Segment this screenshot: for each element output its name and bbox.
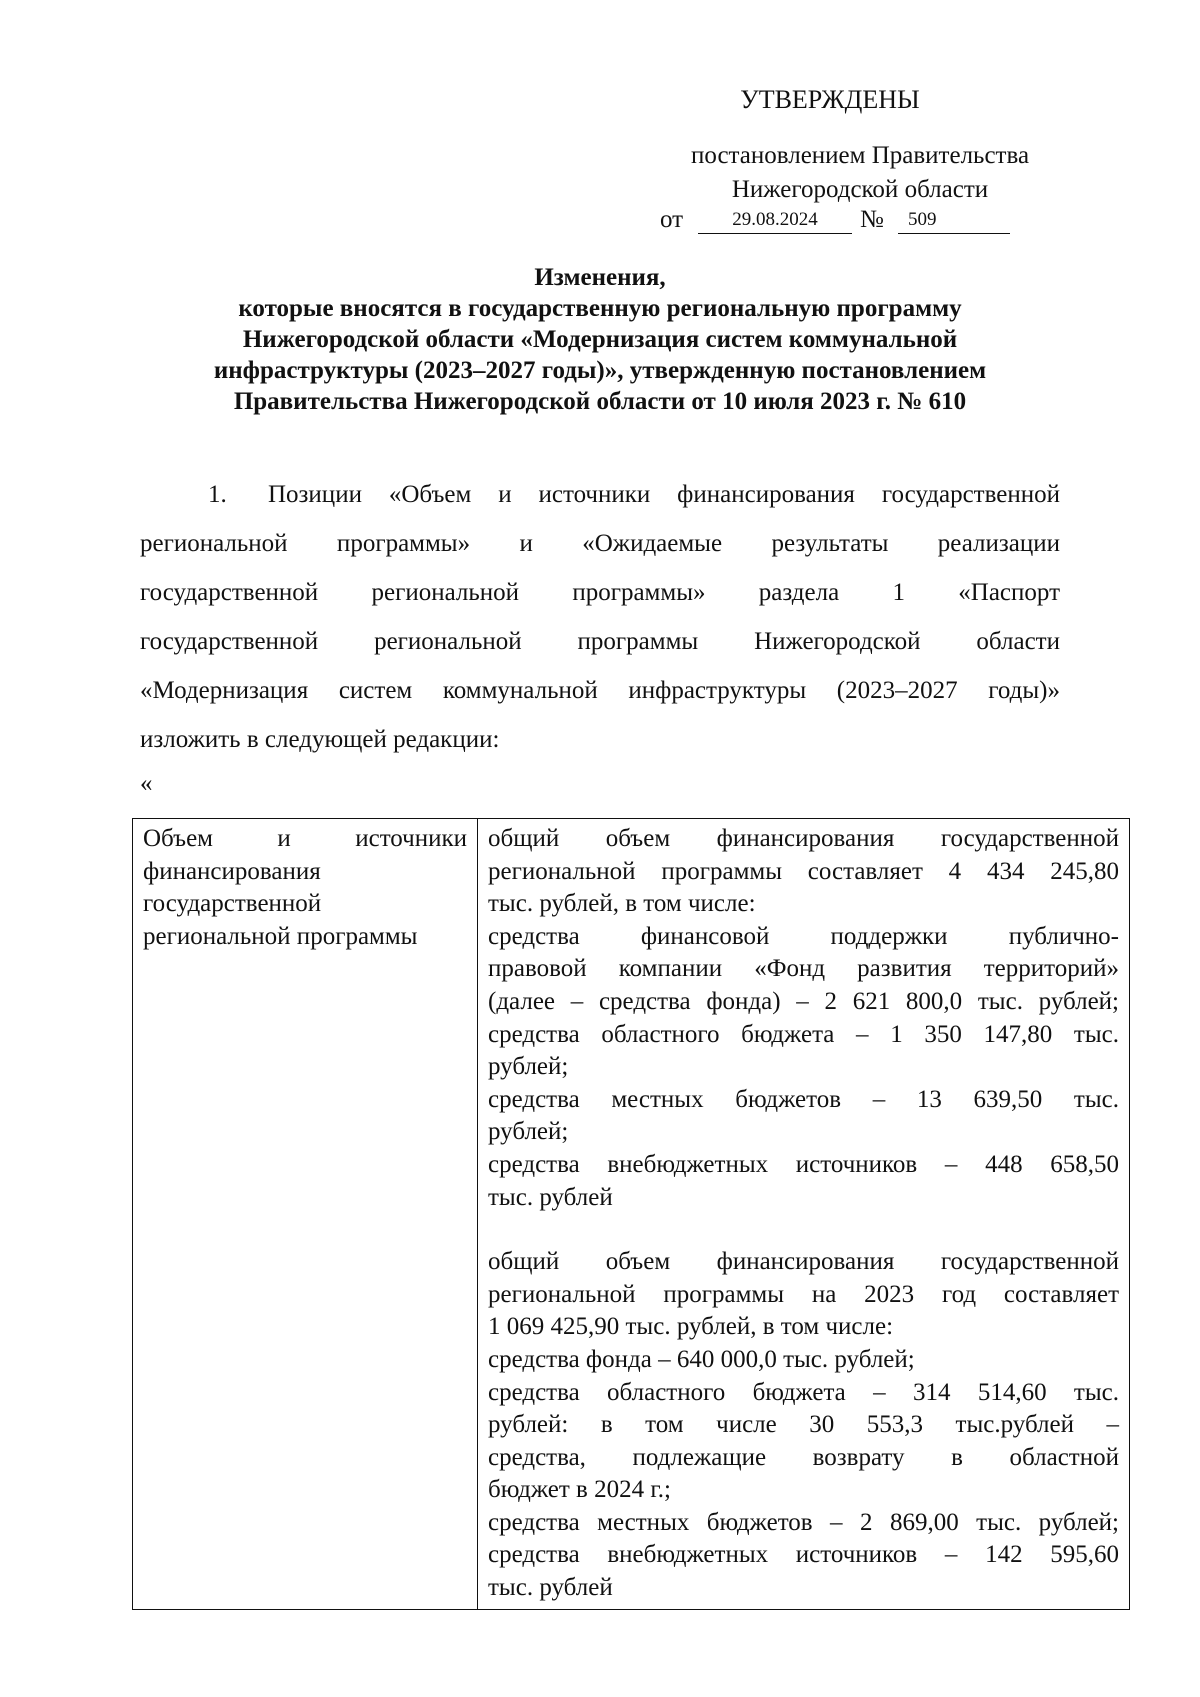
approval-date: 29.08.2024 — [698, 207, 852, 234]
paragraph-line-1-text: Позиции «Объем и источники финансирования государственной — [268, 481, 1060, 508]
approval-number-line — [660, 203, 1080, 237]
paragraph-line-4: государственной региональной программы Нижегородской области — [140, 628, 1060, 655]
title-line-1: Изменения, — [534, 264, 666, 291]
approval-line-1: постановлением Правительства — [690, 142, 1030, 169]
total-line: (далее – средства фонда) – 2 621 800,0 тыс. рублей; — [488, 987, 1119, 1015]
opening-quote: « — [140, 770, 153, 797]
y2023-line: региональной программы на 2023 год составляет — [488, 1280, 1119, 1308]
total-line: рублей; — [488, 1053, 569, 1081]
passport-table — [132, 818, 1130, 1610]
number-label: № — [860, 206, 884, 233]
y2023-line: средства внебюджетных источников – 142 595,60 — [488, 1541, 1119, 1569]
block-gap — [488, 1214, 1119, 1246]
y2023-line: рублей: в том числе 30 553,3 тыс.рублей – — [488, 1411, 1119, 1439]
total-line: правовой компании «Фонд развития территорий» — [488, 955, 1119, 983]
y2023-line: средства фонда – 640 000,0 тыс. рублей; — [488, 1345, 915, 1373]
total-funding-block — [488, 823, 1119, 1214]
approval-heading: УТВЕРЖДЕНЫ — [740, 85, 920, 114]
total-line: средства внебюджетных источников – 448 658,50 — [488, 1150, 1119, 1178]
paragraph-1 — [140, 470, 1060, 764]
paragraph-line-2: региональной программы» и «Ожидаемые результаты реализации — [140, 530, 1060, 557]
row-label-cell — [133, 819, 478, 1610]
paragraph-line-6: изложить в следующей редакции: — [140, 726, 500, 753]
y2023-line: тыс. рублей — [488, 1574, 613, 1602]
title-line-4: инфраструктуры (2023–2027 годы)», утвержденную постановлением — [213, 357, 987, 384]
approval-block — [640, 83, 1080, 233]
approval-number: 509 — [898, 207, 1010, 234]
y2023-line: средства областного бюджета – 314 514,60 тыс. — [488, 1378, 1119, 1406]
document-title — [140, 262, 1060, 417]
total-line: рублей; — [488, 1118, 569, 1146]
total-line: региональной программы составляет 4 434 245,80 — [488, 857, 1119, 885]
total-line: общий объем финансирования государственной — [488, 825, 1119, 852]
from-label: от — [660, 206, 684, 233]
y2023-line: бюджет в 2024 г.; — [488, 1476, 671, 1504]
total-line: средства местных бюджетов – 13 639,50 тыс. — [488, 1085, 1119, 1113]
label-line-2: финансирования — [143, 857, 321, 885]
approval-line-2: Нижегородской области — [731, 176, 989, 203]
total-line: средства финансовой поддержки публично- — [488, 922, 1119, 950]
title-line-3: Нижегородской области «Модернизация систем коммунальной — [242, 326, 958, 353]
title-line-2: которые вносятся в государственную региональную программу — [238, 295, 962, 322]
label-line-1: Объем и источники — [143, 825, 467, 852]
total-line: тыс. рублей — [488, 1183, 613, 1211]
paragraph-line-5: «Модернизация систем коммунальной инфраструктуры (2023–2027 годы)» — [140, 677, 1060, 704]
paragraph-line-3: государственной региональной программы» раздела 1 «Паспорт — [140, 579, 1060, 606]
label-line-3: государственной — [143, 890, 322, 918]
y2023-line: средства местных бюджетов – 2 869,00 тыс. рублей; — [488, 1508, 1119, 1536]
title-line-5: Правительства Нижегородской области от 10 июля 2023 г. № 610 — [233, 388, 967, 415]
y2023-line: 1 069 425,90 тыс. рублей, в том числе: — [488, 1313, 894, 1341]
total-line: тыс. рублей, в том числе: — [488, 890, 756, 918]
paragraph-line-1 — [140, 470, 1060, 519]
y2023-line: средства, подлежащие возврату в областной — [488, 1443, 1119, 1471]
label-line-4: региональной программы — [143, 922, 418, 950]
table-row — [133, 819, 1130, 1610]
row-content-cell — [478, 819, 1130, 1610]
funding-2023-block — [488, 1246, 1119, 1605]
paragraph-number: 1. — [208, 481, 227, 508]
total-line: средства областного бюджета – 1 350 147,80 тыс. — [488, 1020, 1119, 1048]
y2023-line: общий объем финансирования государственной — [488, 1248, 1119, 1276]
